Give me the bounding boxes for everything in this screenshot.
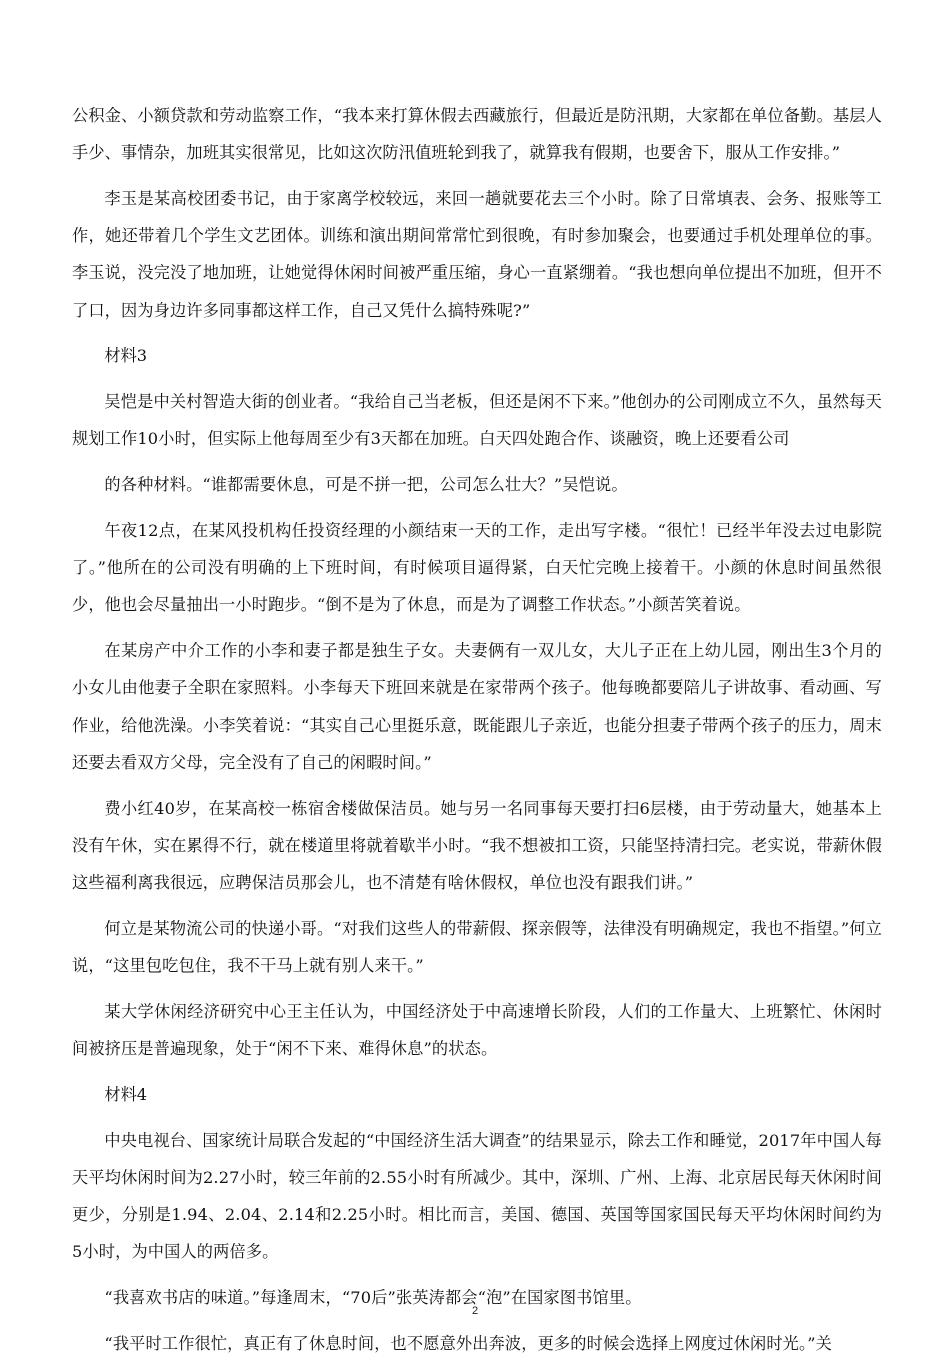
- paragraph-xiao-li: 在某房产中介工作的小李和妻子都是独生子女。夫妻俩有一双儿女，大儿子正在上幼儿园，刚出生3个月的小女儿由他妻子全职在家照料。小李每天下班回来就是在家带两个孩子。他每晚都要陪儿子讲故事、看动画、写作业，给他洗澡。小李笑着说：“其实自己心里挺乐意，既能跟儿子亲近，也能分担妻子带两个孩子的压力，周末还要去看双方父母，完全没有了自己的闲暇时间。”: [72, 641, 882, 772]
- paragraph-fei-xiaohong: 费小红40岁，在某高校一栋宿舍楼做保洁员。她与另一名同事每天要打扫6层楼，由于劳动量大，她基本上没有午休，实在累得不行，就在楼道里将就着歇半小时。“我不想被扣工资，只能坚持清扫完。老实说，带薪休假这些福利离我很远，应聘保洁员那会儿，也不清楚有啥休假权，单位也没有跟我们讲。”: [72, 798, 882, 893]
- paragraph-director-wang: 某大学休闲经济研究中心王主任认为，中国经济处于中高速增长阶段，人们的工作量大、上班繁忙、休闲时间被挤压是普遍现象，处于“闲不下来、难得休息”的状态。: [72, 1001, 882, 1059]
- document-body: [72, 97, 882, 1371]
- paragraph-zhang-yingtao: “我喜欢书店的味道。”每逢周末，“70后”张英涛都会“泡”在国家图书馆里。: [104, 1288, 642, 1308]
- section-label-material-3: 材料3: [104, 346, 148, 366]
- paragraph-xiao-yan: 午夜12点，在某风投机构任投资经理的小颜结束一天的工作，走出写字楼。“很忙！已经半年没去过电影院了。”他所在的公司没有明确的上下班时间，有时候项目逼得紧，白天忙完晚上接着干。小颜的休息时间虽然很少，他也会尽量抽出一小时跑步。“倒不是为了休息，而是为了调整工作状态。”小颜苦笑着说。: [72, 521, 882, 615]
- paragraph-he-li: 何立是某物流公司的快递小哥。“对我们这些人的带薪假、探亲假等，法律没有明确规定，我也不指望。”何立说，“这里包吃包住，我不干马上就有别人来干。”: [72, 918, 882, 976]
- page-number: 2: [471, 1305, 479, 1317]
- paragraph-survey-results: 中央电视台、国家统计局联合发起的“中国经济生活大调查”的结果显示，除去工作和睡觉，2017年中国人每天平均休闲时间为2.27小时，较三年前的2.55小时有所减少。其中，深圳、广州、上海、北京居民每天休闲时间更少，分别是1.94、2.04、2.14和2.25小时。相比而言，美国、德国、英国等国家国民每天平均休闲时间约为5小时，为中国人的两倍多。: [72, 1130, 882, 1262]
- paragraph-wu-kai-continued: 的各种材料。“谁都需要休息，可是不拼一把，公司怎么壮大？”吴恺说。: [104, 475, 628, 495]
- paragraph-continuation: 公积金、小额贷款和劳动监察工作，“我本来打算休假去西藏旅行，但最近是防汛期，大家都在单位备勤。基层人手少、事情杂，加班其实很常见，比如这次防汛值班轮到我了，就算我有假期，也要舍下，服从工作安排。”: [72, 106, 882, 163]
- paragraph-online-leisure: “我平时工作很忙，真正有了休息时间，也不愿意外出奔波，更多的时候会选择上网度过休闲时光。”关: [104, 1333, 832, 1353]
- paragraph-li-yu: 李玉是某高校团委书记，由于家离学校较远，来回一趟就要花去三个小时。除了日常填表、会务、报账等工作，她还带着几个学生文艺团体。训练和演出期间常常忙到很晚，有时参加聚会，也要通过手机处理单位的事。李玉说，没完没了地加班，让她觉得休闲时间被严重压缩，身心一直紧绷着。“我也想向单位提出不加班，但开不了口，因为身边许多同事都这样工作，自己又凭什么搞特殊呢?”: [72, 189, 882, 320]
- section-label-material-4: 材料4: [104, 1084, 148, 1104]
- paragraph-wu-kai: 吴恺是中关村智造大街的创业者。“我给自己当老板，但还是闲不下来。”他创办的公司刚成立不久，虽然每天规划工作10小时，但实际上他每周至少有3天都在加班。白天四处跑合作、谈融资，晚上还要看公司: [72, 392, 882, 449]
